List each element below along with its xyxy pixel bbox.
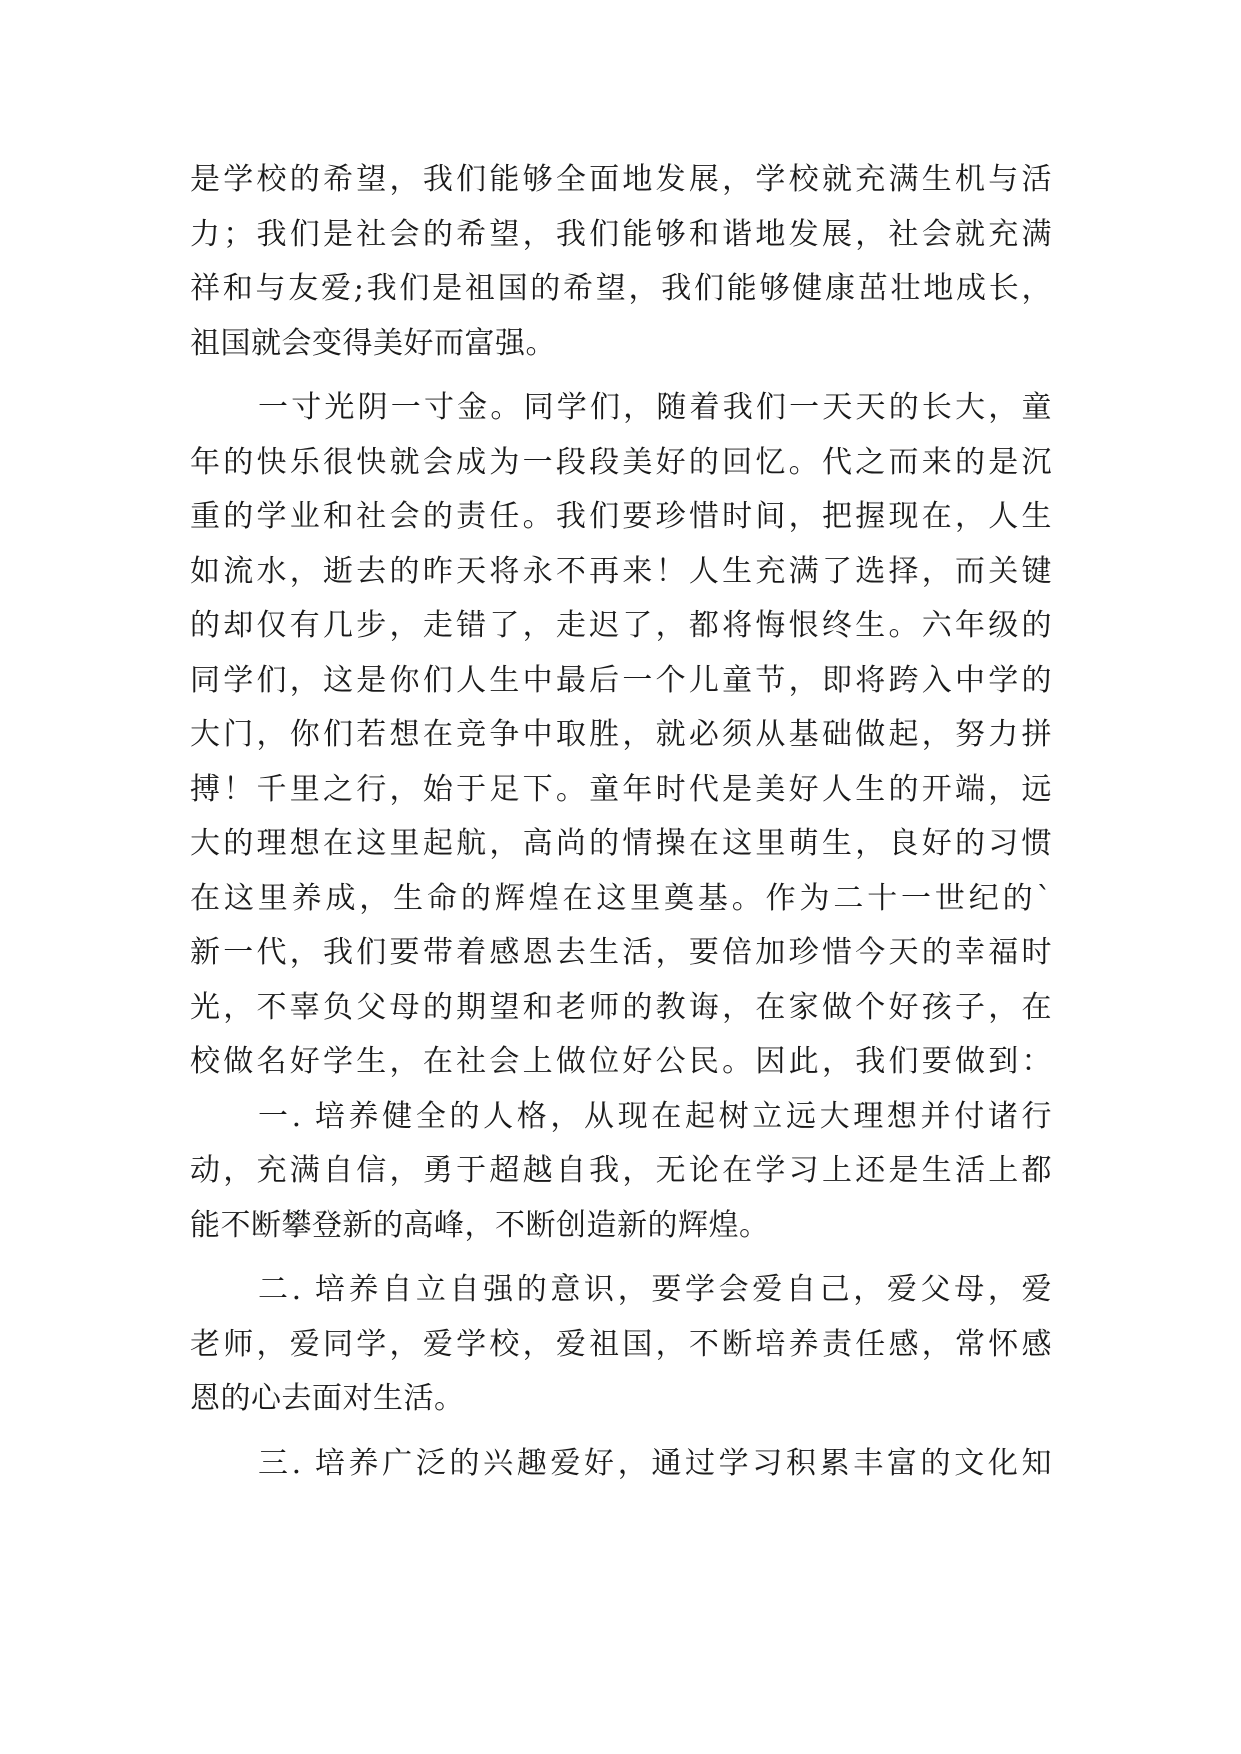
text-line: 的却仅有几步，走错了，走迟了，都将悔恨终生。六年级的 [190,608,1052,643]
text-line: 新一代，我们要带着感恩去生活，要倍加珍惜今天的幸福时 [190,935,1052,970]
text-line: 二. 培养自立自强的意识，要学会爱自己，爱父母，爱 [258,1272,1052,1307]
text-line: 光，不辜负父母的期望和老师的教诲，在家做个好孩子，在 [190,989,1052,1025]
text-line: 力；我们是社会的希望，我们能够和谐地发展，社会就充满 [190,216,1052,252]
text-line: 能不断攀登新的高峰，不断创造新的辉煌。 [190,1207,770,1243]
text-line: 大门，你们若想在竞争中取胜，就必须从基础做起，努力拼 [190,717,1052,752]
text-line: 如流水，逝去的昨天将永不再来！人生充满了选择，而关键 [190,553,1052,589]
text-line: 一寸光阴一寸金。同学们，随着我们一天天的长大，童 [258,390,1052,425]
paragraph-5 [190,1437,1052,1492]
text-line: 在这里养成，生命的辉煌在这里奠基。作为二十一世纪的` [190,880,1052,916]
text-line: 老师，爱同学，爱学校，爱祖国，不断培养责任感，常怀感 [190,1326,1052,1362]
paragraph-3 [190,1090,1052,1254]
text-line: 年的快乐很快就会成为一段段美好的回忆。代之而来的是沉 [190,444,1052,480]
text-line: 校做名好学生，在社会上做位好公民。因此，我们要做到： [190,1044,1052,1079]
paragraph-1 [190,153,1052,371]
text-line: 一. 培养健全的人格，从现在起树立远大理想并付诸行 [258,1098,1052,1134]
text-line: 祥和与友爱;我们是祖国的希望，我们能够健康茁壮地成长， [190,271,1052,306]
text-line: 搏！千里之行，始于足下。童年时代是美好人生的开端，远 [190,771,1052,807]
paragraph-2 [190,381,1052,1090]
text-line: 动，充满自信，勇于超越自我，无论在学习上还是生活上都 [190,1153,1052,1188]
text-line: 三. 培养广泛的兴趣爱好，通过学习积累丰富的文化知 [258,1445,1052,1481]
document-body [190,153,1052,1491]
text-line: 重的学业和社会的责任。我们要珍惜时间，把握现在，人生 [190,499,1052,534]
text-line: 同学们，这是你们人生中最后一个儿童节，即将跨入中学的 [190,662,1052,698]
text-line: 是学校的希望，我们能够全面地发展，学校就充满生机与活 [190,162,1052,197]
text-line: 大的理想在这里起航，高尚的情操在这里萌生，良好的习惯 [190,826,1052,861]
text-line: 恩的心去面对生活。 [190,1381,465,1416]
paragraph-4 [190,1263,1052,1427]
text-line: 祖国就会变得美好而富强。 [190,325,556,361]
